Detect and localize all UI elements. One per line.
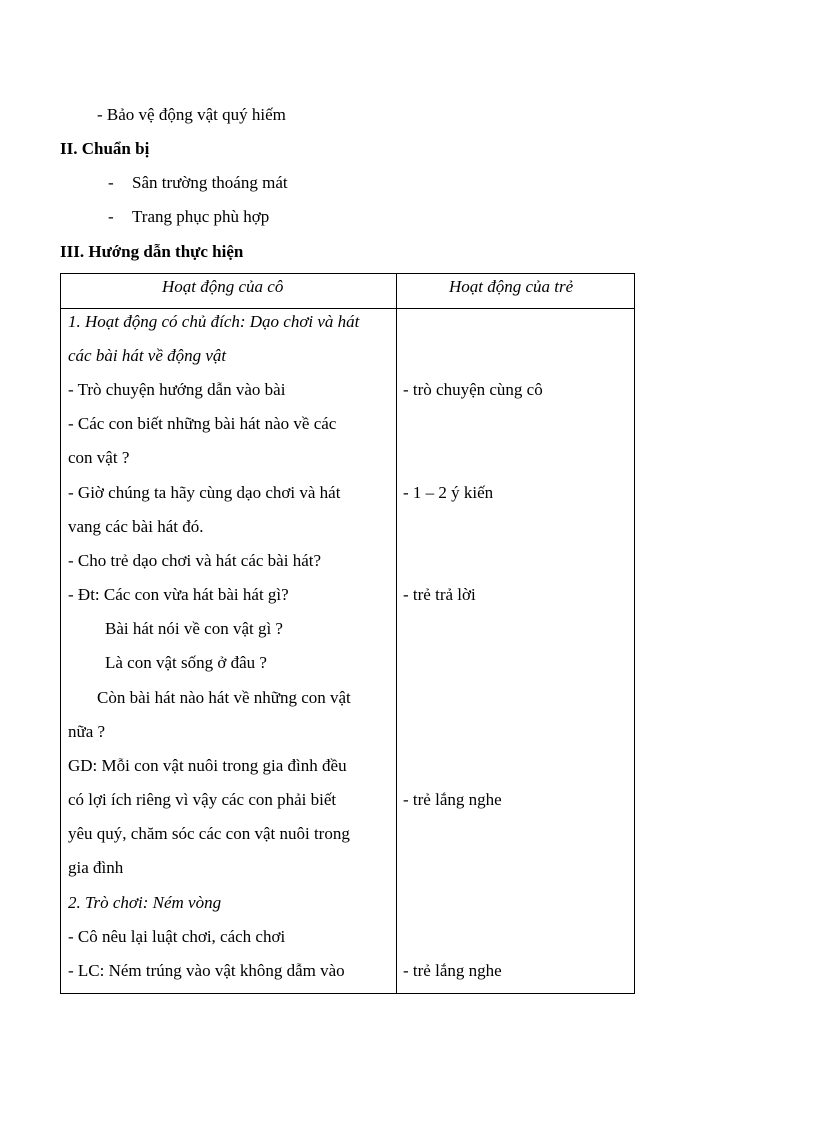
header-teacher-activity: Hoạt động của cô <box>162 277 284 296</box>
teacher-activity-line: Là con vật sống ở đâu ? <box>105 653 267 672</box>
child-activity-line: - trẻ lắng nghe <box>403 961 502 980</box>
teacher-activity-line: - Cô nêu lại luật chơi, cách chơi <box>68 927 286 946</box>
teacher-activity-line: nữa ? <box>68 722 106 741</box>
teacher-activity-line: các bài hát về động vật <box>68 346 227 365</box>
activity-table <box>60 273 635 994</box>
child-activity-line: - trẻ trả lời <box>403 585 476 604</box>
prep-dash: - <box>108 207 114 226</box>
teacher-activity-line: vang các bài hát đó. <box>68 517 204 536</box>
header-child-activity: Hoạt động của trẻ <box>449 277 574 296</box>
teacher-activity-line: 1. Hoạt động có chủ đích: Dạo chơi và hát <box>68 312 360 331</box>
teacher-activity-line: - Cho trẻ dạo chơi và hát các bài hát? <box>68 551 322 570</box>
child-activity-line: - trẻ lắng nghe <box>403 790 502 809</box>
section-title-preparation: II. Chuẩn bị <box>60 139 150 158</box>
prep-item: Trang phục phù hợp <box>132 207 270 226</box>
teacher-activity-line: có lợi ích riêng vì vậy các con phải biết <box>68 790 337 809</box>
teacher-activity-line: - Đt: Các con vừa hát bài hát gì? <box>68 585 289 604</box>
teacher-activity-line: gia đình <box>68 858 124 877</box>
teacher-activity-line: yêu quý, chăm sóc các con vật nuôi trong <box>68 824 350 843</box>
prep-dash: - <box>108 173 114 192</box>
teacher-activity-line: - Trò chuyện hướng dẫn vào bài <box>68 380 286 399</box>
child-activity-line: - 1 – 2 ý kiến <box>403 483 494 502</box>
goal-bullet: - Bảo vệ động vật quý hiếm <box>97 105 286 124</box>
teacher-activity-line: Bài hát nói về con vật gì ? <box>105 619 283 638</box>
teacher-activity-line: - Các con biết những bài hát nào về các <box>68 414 337 433</box>
child-activity-line: - trò chuyện cùng cô <box>403 380 543 399</box>
teacher-activity-line: Còn bài hát nào hát về những con vật <box>97 688 351 707</box>
teacher-activity-line: - LC: Ném trúng vào vật không dẫm vào <box>68 961 345 980</box>
prep-item: Sân trường thoáng mát <box>132 173 288 192</box>
teacher-activity-line: - Giờ chúng ta hãy cùng dạo chơi và hát <box>68 483 341 502</box>
section-title-instructions: III. Hướng dẫn thực hiện <box>60 242 244 261</box>
teacher-activity-line: GD: Mỗi con vật nuôi trong gia đình đều <box>68 756 347 775</box>
column-divider <box>396 274 397 993</box>
header-divider <box>61 308 634 309</box>
teacher-activity-line: 2. Trò chơi: Ném vòng <box>68 893 222 912</box>
teacher-activity-line: con vật ? <box>68 448 130 467</box>
